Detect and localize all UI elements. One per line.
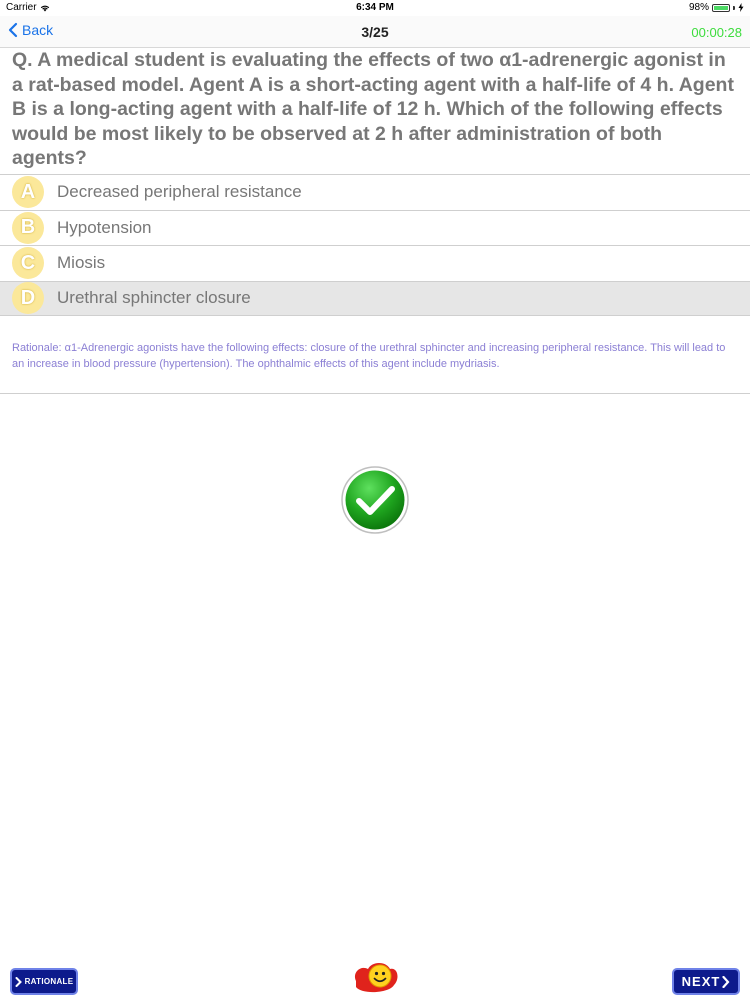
- option-letter-badge: B: [12, 212, 44, 244]
- charging-icon: [738, 3, 744, 12]
- smiley-mascot-icon[interactable]: [350, 957, 400, 995]
- option-letter-badge: A: [12, 176, 44, 208]
- chevron-right-icon: [722, 976, 730, 988]
- battery-icon: [712, 4, 730, 12]
- option-a[interactable]: [0, 174, 750, 210]
- battery-percentage: 98%: [688, 2, 709, 13]
- option-text: Hypotension: [57, 217, 152, 237]
- question-counter: 3/25: [361, 24, 389, 40]
- navigation-bar: [0, 16, 750, 48]
- question-text: Q. A medical student is evaluating the effects of two α1-adrenergic agonist in a rat-based model. Agent A is a short-acting agent with a half-life of 4 h. Agent B is a long-acting agent with a half-life of 12 h. Which of the following effects would be most likely to be observed at 2 h after administration of both agents?: [12, 49, 734, 169]
- status-bar: [0, 0, 750, 16]
- rationale-button-label: RATIONALE: [24, 977, 74, 986]
- answer-options: [0, 174, 750, 316]
- option-letter-badge: C: [12, 247, 44, 279]
- divider: [0, 393, 750, 394]
- option-letter-badge: D: [12, 282, 44, 314]
- rationale-button[interactable]: [10, 968, 78, 995]
- option-text: Decreased peripheral resistance: [57, 182, 302, 202]
- option-text: Miosis: [57, 253, 106, 273]
- rationale-text: Rationale: α1-Adrenergic agonists have the following effects: closure of the urethral sphincter and increasing peripheral resistance. This will lead to an increase in blood pressure (hypertension). The ophthalmic effects of this agent include mydriasis.: [12, 342, 726, 370]
- clock: 6:34 PM: [356, 2, 394, 13]
- green-checkmark-icon: [340, 465, 410, 535]
- battery-status: [689, 2, 744, 13]
- next-button[interactable]: [672, 968, 740, 995]
- option-c[interactable]: [0, 245, 750, 281]
- option-d[interactable]: [0, 281, 750, 317]
- carrier-label: Carrier: [6, 2, 37, 13]
- option-text: Urethral sphincter closure: [57, 288, 251, 308]
- back-label: Back: [22, 22, 54, 38]
- option-b[interactable]: [0, 210, 750, 246]
- chevron-right-icon: [15, 977, 22, 987]
- next-button-label: NEXT: [681, 974, 721, 989]
- elapsed-timer: 00:00:28: [691, 25, 742, 40]
